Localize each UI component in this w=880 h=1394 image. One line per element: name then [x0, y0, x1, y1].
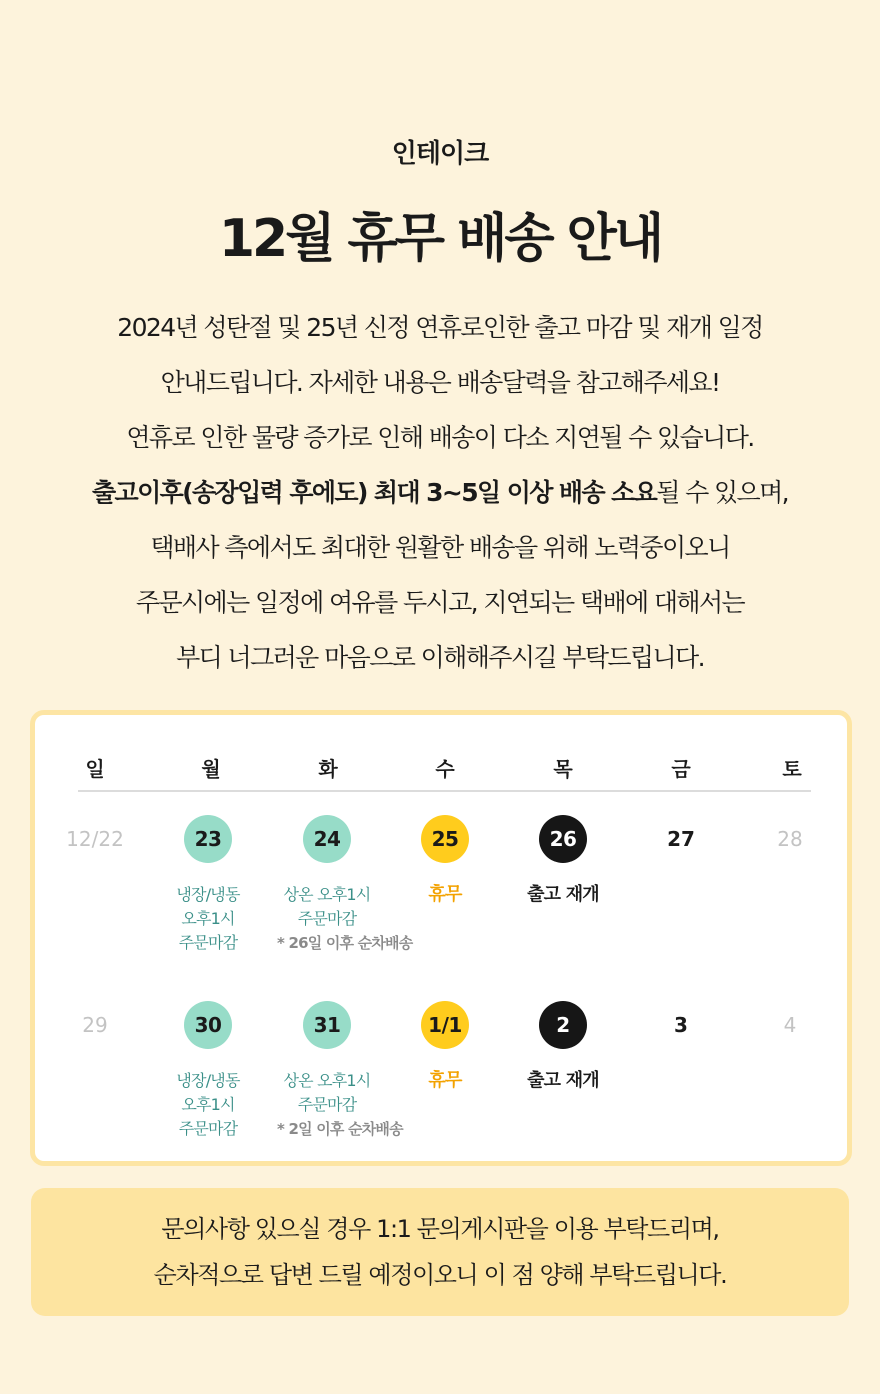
day-number: 12/22	[66, 827, 124, 851]
note-line: 오후1시	[181, 909, 235, 928]
day-number: 1/1	[421, 1001, 469, 1049]
notice-line	[30, 465, 850, 520]
day-number: 4	[783, 1013, 797, 1037]
page-title: 12월 휴무 배송 안내	[218, 209, 662, 269]
note-line: 주문마감	[178, 933, 238, 952]
inquiry-line: 문의사항 있으실 경우 1:1 문의게시판을 이용 부탁드리며,	[161, 1215, 719, 1243]
note-line: 상온 오후1시	[283, 1071, 371, 1090]
day-cell	[631, 1001, 731, 1049]
delivery-calendar	[30, 710, 852, 1166]
day-cell	[277, 1001, 403, 1141]
weekday-tue: 화	[318, 757, 338, 781]
note-sub: * 26일 이후 순차배송	[277, 934, 413, 952]
day-number: 28	[777, 827, 803, 851]
inquiry-line: 순차적으로 답변 드릴 예정이오니 이 점 양해 부탁드립니다.	[153, 1261, 727, 1289]
note-line: 주문마감	[178, 1119, 238, 1138]
day-cell	[740, 1001, 840, 1049]
day-cell	[513, 815, 613, 907]
calendar-divider	[78, 790, 811, 792]
weekday-sat: 토	[782, 757, 802, 781]
weekday-fri: 금	[671, 757, 691, 781]
day-cell	[158, 1001, 258, 1141]
notice-line: 부디 너그러운 마음으로 이해해주시길 부탁드립니다.	[176, 643, 704, 672]
day-number: 31	[303, 1001, 351, 1049]
day-cell	[277, 815, 413, 955]
notice-text	[30, 300, 850, 685]
day-cell	[631, 815, 731, 863]
day-number: 26	[539, 815, 587, 863]
notice-line: 2024년 성탄절 및 25년 신정 연휴로인한 출고 마감 및 재개 일정	[117, 313, 763, 342]
notice-line: 주문시에는 일정에 여유를 두시고, 지연되는 택배에 대해서는	[135, 588, 745, 617]
day-note	[158, 1069, 258, 1141]
day-cell	[395, 815, 495, 907]
day-number: 29	[82, 1013, 108, 1037]
note-line: 주문마감	[297, 909, 357, 928]
notice-emphasis: 출고이후(송장입력 후에도) 최대 3~5일 이상 배송 소요	[91, 478, 657, 507]
day-note-holiday: 휴무	[428, 1070, 462, 1091]
day-cell	[158, 815, 258, 955]
day-cell	[395, 1001, 495, 1093]
day-number: 23	[184, 815, 232, 863]
note-line: 오후1시	[181, 1095, 235, 1114]
weekday-thu: 목	[553, 757, 573, 781]
notice-line: 택배사 측에서도 최대한 원활한 배송을 위해 노력중이오니	[150, 533, 730, 562]
note-line: 주문마감	[297, 1095, 357, 1114]
day-number: 2	[539, 1001, 587, 1049]
day-cell	[740, 815, 840, 863]
notice-line: 연휴로 인한 물량 증가로 인해 배송이 다소 지연될 수 있습니다.	[126, 423, 754, 452]
day-note-holiday: 휴무	[428, 884, 462, 905]
notice-line-rest: 될 수 있으며,	[656, 478, 788, 507]
note-line: 냉장/냉동	[176, 885, 240, 904]
weekday-wed: 수	[435, 757, 455, 781]
weekday-sun: 일	[85, 757, 105, 781]
day-note	[277, 883, 413, 955]
day-number: 24	[303, 815, 351, 863]
inquiry-notice	[31, 1188, 849, 1316]
day-number: 3	[674, 1013, 688, 1037]
note-sub: * 2일 이후 순차배송	[277, 1120, 403, 1138]
day-note-resume: 출고 재개	[527, 884, 599, 905]
note-line: 냉장/냉동	[176, 1071, 240, 1090]
day-note	[158, 883, 258, 955]
day-number: 25	[421, 815, 469, 863]
brand-name: 인테이크	[391, 139, 489, 169]
weekday-mon: 월	[201, 757, 221, 781]
day-note-resume: 출고 재개	[527, 1070, 599, 1091]
note-line: 상온 오후1시	[283, 885, 371, 904]
notice-line: 안내드립니다. 자세한 내용은 배송달력을 참고해주세요!	[160, 368, 720, 397]
day-cell	[45, 1001, 145, 1049]
day-cell	[513, 1001, 613, 1093]
day-number: 27	[667, 827, 695, 851]
day-note	[277, 1069, 403, 1141]
day-cell	[45, 815, 145, 863]
day-number: 30	[184, 1001, 232, 1049]
